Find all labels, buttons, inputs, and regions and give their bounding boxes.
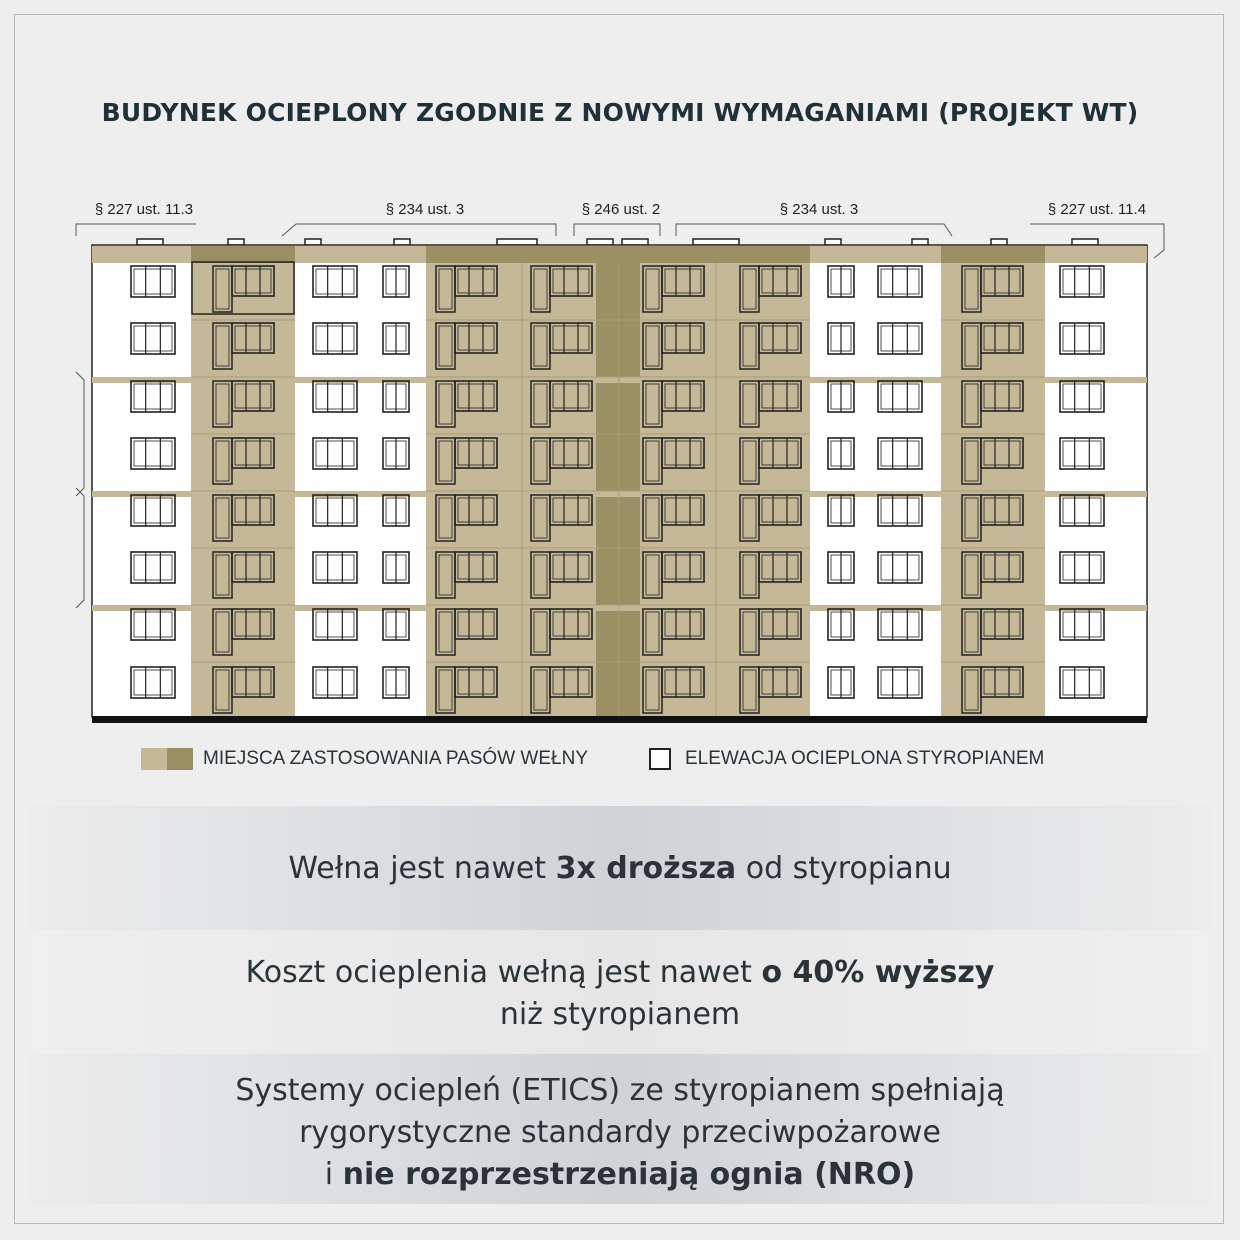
roof-wool-dark bbox=[191, 246, 295, 263]
fact-band-2 bbox=[30, 930, 1210, 1054]
annotation-right: § 227 ust. 11.4 bbox=[1047, 201, 1147, 218]
page-title: BUDYNEK OCIEPLONY ZGODNIE Z NOWYMI WYMAGANIAMI (PROJEKT WT) bbox=[101, 98, 1139, 127]
fact-1-text: Wełna jest nawet bbox=[288, 851, 556, 886]
vertical-wool-strip bbox=[941, 246, 1045, 716]
wool-strips bbox=[92, 246, 1147, 716]
fact-2-line-1 bbox=[30, 952, 1210, 994]
fact-2-bold: o 40% wyższy bbox=[761, 955, 995, 990]
fact-2-text: Koszt ocieplenia wełną jest nawet bbox=[245, 955, 762, 990]
building-base bbox=[92, 716, 1147, 723]
roof-vent bbox=[991, 239, 1007, 245]
roof-vent bbox=[825, 239, 841, 245]
roof-wool-dark bbox=[941, 246, 1045, 263]
legend-swatch-wool-light bbox=[141, 748, 167, 770]
fact-1-bold: 3x droższa bbox=[555, 851, 737, 886]
legend-eps bbox=[649, 746, 1044, 772]
legend-swatch-wool-dark bbox=[167, 748, 193, 770]
roof-wool-dark bbox=[426, 246, 810, 263]
vertical-wool-strip bbox=[191, 246, 295, 716]
fact-band-1 bbox=[30, 806, 1210, 930]
legend-swatch-eps bbox=[649, 748, 671, 770]
legend-wool-label: MIEJSCA ZASTOSOWANIA PASÓW WEŁNY bbox=[203, 748, 588, 769]
fact-3-line-3 bbox=[30, 1154, 1210, 1196]
roof-vent bbox=[693, 239, 739, 245]
roof-vent bbox=[137, 239, 163, 245]
roof-vent bbox=[1072, 239, 1098, 245]
fact-3-line-2: rygorystyczne standardy przeciwpożarowe bbox=[299, 1115, 941, 1150]
roof-vents bbox=[137, 239, 1098, 245]
fact-3-line-1: Systemy ociepleń (ETICS) ze styropianem spełniają bbox=[235, 1073, 1005, 1108]
leader-left bbox=[76, 224, 196, 236]
roof-vent bbox=[622, 239, 648, 245]
roof-vent bbox=[912, 239, 928, 245]
side-bracket-2 bbox=[76, 488, 84, 608]
side-bracket-1 bbox=[76, 372, 84, 496]
roof-vent bbox=[228, 239, 244, 245]
annotation-center: § 246 ust. 2 bbox=[581, 201, 661, 218]
leader-mid-left bbox=[282, 224, 556, 236]
annotation-mid-right: § 234 ust. 3 bbox=[779, 201, 859, 218]
legend-eps-label: ELEWACJA OCIEPLONA STYROPIANEM bbox=[685, 748, 1045, 769]
annotation-mid-left: § 234 ust. 3 bbox=[385, 201, 465, 218]
fact-band-3 bbox=[30, 1054, 1210, 1204]
fact-3-bold: nie rozprzestrzeniają ognia (NRO) bbox=[342, 1157, 916, 1192]
leader-center bbox=[574, 224, 660, 236]
leader-mid-right bbox=[676, 224, 952, 236]
roof-vent bbox=[394, 239, 410, 245]
fact-3-text: i bbox=[324, 1157, 343, 1192]
roof-vent bbox=[305, 239, 321, 245]
fact-1-text-end: od styropianu bbox=[736, 851, 952, 886]
roof-vent bbox=[497, 239, 537, 245]
roof-vent bbox=[587, 239, 613, 245]
firewall-wool-strip bbox=[596, 263, 640, 716]
legend-wool bbox=[141, 746, 588, 772]
annotation-left: § 227 ust. 11.3 bbox=[94, 201, 194, 218]
fact-2-line-2: niż styropianem bbox=[499, 997, 741, 1032]
fact-1 bbox=[30, 848, 1210, 890]
